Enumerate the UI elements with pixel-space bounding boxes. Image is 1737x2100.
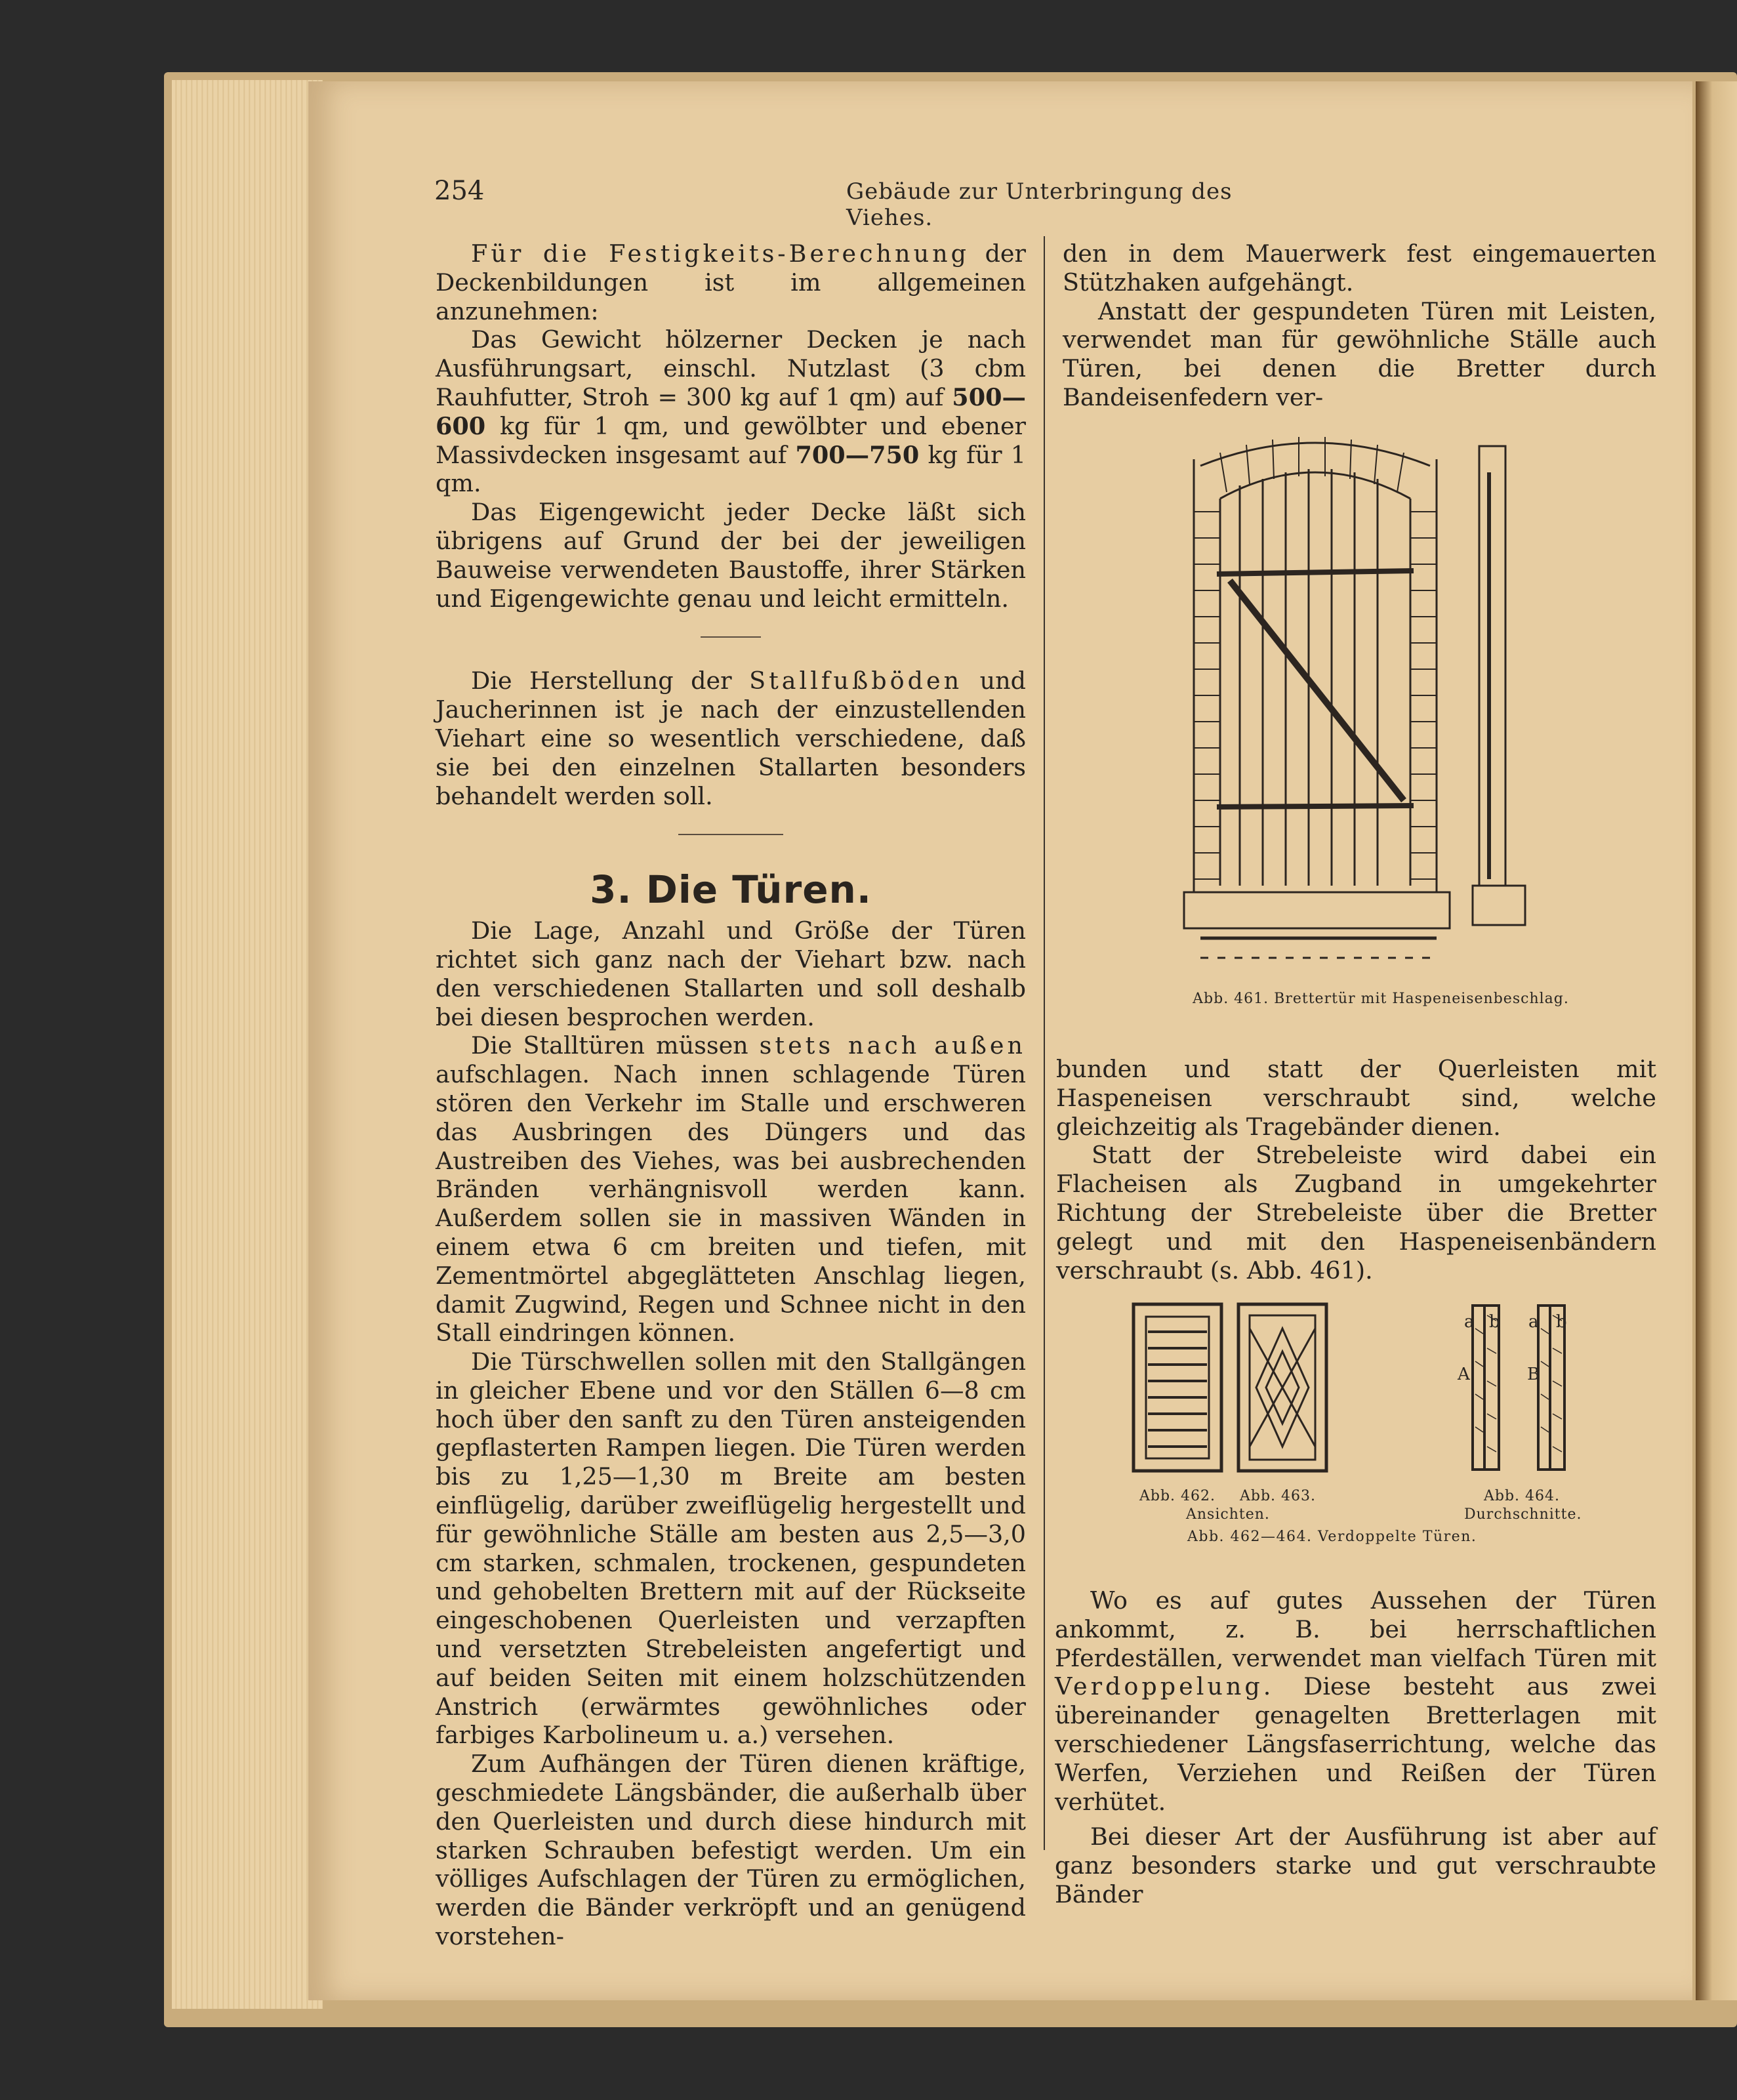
paragraph: den in dem Mauerwerk fest eingemauerten Stützhaken aufgehängt. (1063, 239, 1656, 297)
paragraph: Bei dieser Art der Ausführung ist aber auf ganz besonders starke und gut verschraubte Bänder (1055, 1822, 1656, 1908)
paragraph: Die Türschwellen sollen mit den Stallgängen in gleicher Ebene und vor den Ställen 6—8 cm hoch über den sanft zu den Türen ansteigenden gepflasterten Rampen liegen. Die Türen werden bis zu 1,25—1,30 m Breite am besten einflügelig, darüber zweiflügelig hergestellt und für gewöhnliche Ställe am besten aus 2,5—3,0 cm starken, schmalen, trockenen, gespundeten und gehobelten Brettern mit auf der Rückseite eingeschobenen Querleisten und verzapften und versetzten Strebeleisten angefertigt und auf beiden Seiten mit einem holzschützenden Anstrich (erwärmtes gewöhnliches oder farbiges Karbolineum u. a.) versehen. (436, 1348, 1026, 1750)
running-title: Gebäude zur Unterbringung des Viehes. (846, 178, 1233, 231)
left-column (436, 239, 1026, 1951)
figure-463-door-view (1236, 1302, 1328, 1473)
paragraph: bunden und statt der Querleisten mit Haspeneisen verschraubt sind, welche gleichzeitig als Tragebänder dienen. (1056, 1055, 1656, 1141)
figure-views-label: Ansichten. (1186, 1506, 1270, 1523)
figure-461-door-drawing (1181, 433, 1548, 978)
page-number: 254 (434, 176, 485, 206)
section-rule (701, 636, 761, 638)
right-column-middle (1056, 1055, 1656, 1285)
figure-462-label: Abb. 462. (1139, 1488, 1216, 1504)
paragraph: Das Eigengewicht jeder Decke läßt sich übrigens auf Grund der bei der jeweiligen Bauweise verwendeten Baustoffe, ihrer Stärken und Eigengewichte genau und leicht ermitteln. (436, 498, 1026, 613)
paragraph: Die Lage, Anzahl und Größe der Türen richtet sich ganz nach der Viehart bzw. nach den verschiedenen Stallarten und soll deshalb bei diesen besprochen werden. (436, 916, 1026, 1031)
paragraph: Anstatt der gespundeten Türen mit Leisten, verwendet man für gewöhnliche Ställe auch Türen, bei denen die Bretter durch Bandeisenfedern ver- (1063, 297, 1656, 411)
paragraph: Die Stalltüren müssen stets nach außen aufschlagen. Nach innen schlagende Türen stören den Verkehr im Stalle und erschweren das Ausbringen des Düngers und das Austreiben des Viehes, was bei ausbrechenden Bränden verhängnisvoll werden kann. Außerdem sollen sie in massiven Wänden in einem etwa 6 cm breiten und tiefen, mit Zementmörtel abgeglätteten Anschlag liegen, damit Zugwind, Regen und Schnee nicht in den Stall eindringen können. (436, 1031, 1026, 1348)
section-rule (678, 834, 783, 835)
right-column-bottom (1055, 1586, 1656, 1909)
figure-461-caption: Abb. 461. Brettertür mit Haspeneisenbeschlag. (1193, 991, 1569, 1007)
figure-letter: b (1556, 1312, 1568, 1332)
column-divider (1044, 236, 1045, 1850)
figure-462-door-view (1132, 1302, 1223, 1473)
page-stack-edges (172, 80, 323, 2009)
paragraph: Das Gewicht hölzerner Decken je nach Ausführungsart, einschl. Nutzlast (3 cbm Rauhfutter, Stroh = 300 kg auf 1 qm) auf 500—600 kg für 1 qm, und gewölbter und ebener Massivdecken insgesamt auf 700—750 kg für 1 qm. (436, 325, 1026, 498)
figure-letter: B (1527, 1365, 1541, 1384)
figure-letter: b (1489, 1312, 1501, 1332)
paragraph: Für die Festigkeits-Berechnung der Deckenbildungen ist im allgemeinen anzunehmen: (436, 239, 1026, 325)
paragraph: Zum Aufhängen der Türen dienen kräftige, geschmiedete Längsbänder, die außerhalb über den Querleisten und durch diese hindurch mit starken Schrauben befestigt werden. Um ein völliges Aufschlagen der Türen zu ermöglichen, werden die Bänder verkröpft und an genügend vorstehen- (436, 1750, 1026, 1951)
figure-463-label: Abb. 463. (1240, 1488, 1317, 1504)
paragraph: Statt der Strebeleiste wird dabei ein Flacheisen als Zugband in umgekehrter Richtung der Strebeleiste über die Bretter gelegt und mit den Haspeneisenbändern verschraubt (s. Abb. 461). (1056, 1141, 1656, 1285)
figure-letter: a (1528, 1312, 1540, 1332)
figure-letter: A (1458, 1365, 1471, 1384)
figure-462-464-caption: Abb. 462—464. Verdoppelte Türen. (1187, 1529, 1477, 1545)
figure-sections-label: Durchschnitte. (1464, 1506, 1582, 1523)
paragraph: Wo es auf gutes Aussehen der Türen ankommt, z. B. bei herrschaftlichen Pferdeställen, verwendet man vielfach Türen mit Verdoppelung. Diese besteht aus zwei übereinander genagelten Bretterlagen mit verschiedener Längsfaserrichtung, welche das Werfen, Verziehen und Reißen der Türen verhütet. (1055, 1586, 1656, 1816)
figure-464-label: Abb. 464. (1484, 1488, 1561, 1504)
section-heading: 3. Die Türen. (590, 867, 872, 913)
running-head (0, 176, 1286, 231)
paragraph: Die Herstellung der Stallfußböden und Jaucherinnen ist je nach der einzustellenden Viehart eine so wesentlich verschiedene, daß sie bei den einzelnen Stallarten besonders behandelt werden soll. (436, 667, 1027, 810)
figure-letter: a (1464, 1312, 1475, 1332)
facing-page-edge (1696, 81, 1737, 2000)
right-column-top (1063, 239, 1656, 412)
